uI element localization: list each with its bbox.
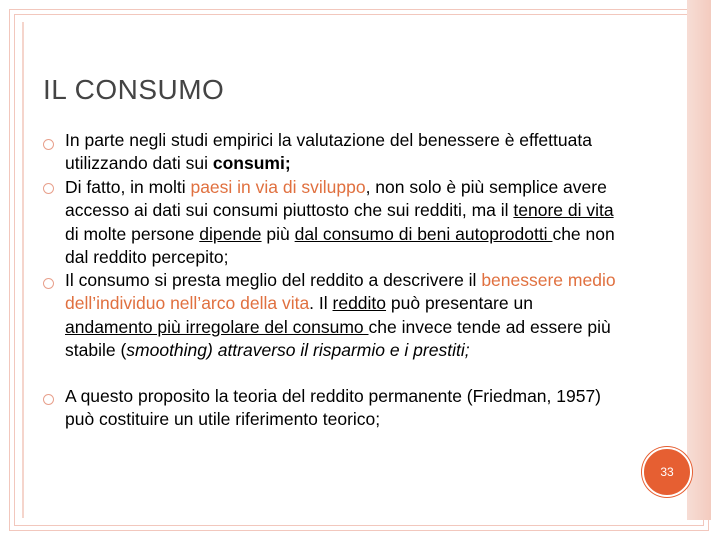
text-run: benessere medio dell’individuo nell’arco della vita (65, 270, 616, 314)
text-run: . Il (309, 293, 333, 314)
bullet-text-4 (65, 385, 625, 432)
text-run: , non solo è più semplice avere accesso ai dati sui consumi piuttosto che sui redditi, ma il (65, 177, 607, 221)
text-run: Il consumo si presta meglio del reddito a descrivere il (65, 270, 482, 290)
page-number-badge: 33 (642, 447, 692, 497)
text-run: dipende (199, 223, 262, 244)
text-run: tenore di vita (513, 200, 614, 221)
text-run: paesi in via di sviluppo (190, 177, 366, 197)
text-run: andamento più irregolare del consumo (65, 316, 369, 337)
bullet-circle-icon (43, 394, 54, 405)
text-run: consumi; (212, 153, 291, 174)
text-run: che non dal reddito percepito; (65, 223, 615, 267)
bullet-text-3 (65, 269, 625, 362)
bullet-circle-icon (43, 183, 54, 194)
text-run: Di fatto, in molti (65, 177, 191, 197)
bullet-circle-icon (43, 139, 54, 150)
text-run: smoothing) attraverso il risparmio e i prestiti; (126, 339, 470, 360)
text-run: dal consumo di beni autoprodotti (294, 223, 553, 244)
text-run: In parte negli studi empirici la valutazione del benessere è effettuata utilizzando dati sui (65, 130, 592, 174)
bullet-circle-icon (43, 278, 54, 289)
bullet-text-2 (65, 176, 625, 269)
slide-title: IL CONSUMO (43, 74, 225, 105)
slide-left-edge (22, 22, 24, 518)
text-run: che invece tende ad essere più stabile ( (65, 316, 611, 360)
text-run: reddito (332, 293, 387, 314)
text-run: di molte persone (65, 223, 200, 244)
slide-right-edge (687, 0, 711, 520)
text-run: può presentare un (386, 293, 533, 314)
text-run: A questo proposito la teoria del reddito permanente (Friedman, 1957) può costituire un utile riferimento teorico; (65, 386, 602, 430)
bullet-text-1 (65, 129, 625, 176)
text-run: più (261, 223, 295, 244)
